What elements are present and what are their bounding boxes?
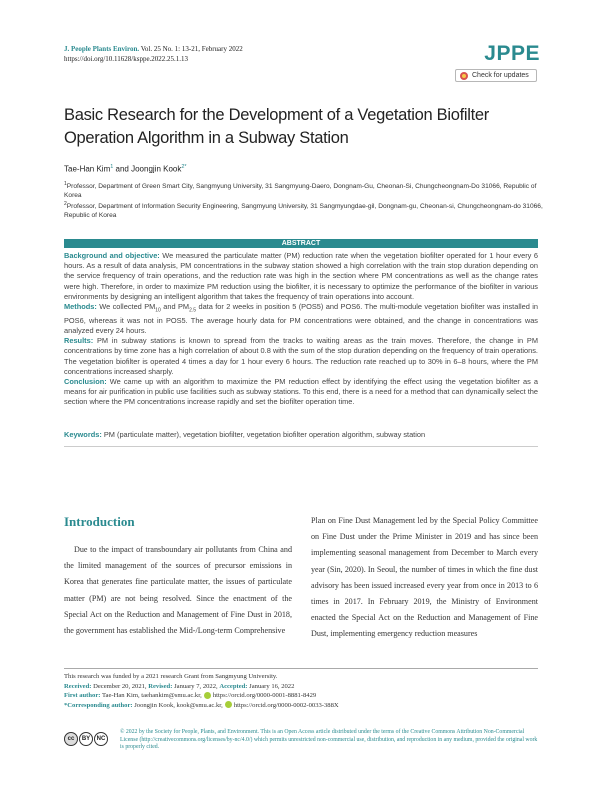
- affiliation-2: [64, 200, 544, 220]
- methods-label: Methods:: [64, 302, 97, 312]
- journal-info: [64, 44, 243, 64]
- cc-by-icon: BY: [79, 732, 93, 746]
- license-text: © 2022 by the Society for People, Plants, and Environment. This is an Open Access article distributed under the terms of the Creative Commons Attribution Non-Commercial License (http://creativecommons.org/licenses/by-nc/4.0/) which permits unrestricted non-commercial use, distribution, and reproduction in any medium, provided the original work is properly cited.: [120, 729, 538, 751]
- affiliation-1-sup: 1: [64, 181, 67, 187]
- funding-note: This research was funded by a 2021 research Grant from Sangmyung University.: [64, 673, 278, 680]
- doi-link[interactable]: https://doi.org/10.11628/ksppe.2022.25.1.13: [64, 55, 189, 63]
- author-list: [64, 164, 187, 174]
- background-text: We measured the particulate matter (PM) reduction rate when the vegetation biofilter operated for 1 hour every 6 hours. As a result of data analysis, PM concentrations in the subway station showed a high correlation with the train stop duration depending on the service frequency of train operations, and the reduction rate was high in the section where PM concentrations as well as the change rates were high. Therefore, in order to maximize PM reduction using the biofilter, it is necessary to optimize the performance of the biofilter in various environments by designing an intelligent algorithm that takes the frequency of train operations into account.: [64, 251, 538, 301]
- check-updates-label: Check for updates: [472, 72, 529, 79]
- keywords-text: PM (particulate matter), vegetation biofilter, vegetation biofilter operation algorithm, subway station: [101, 430, 426, 439]
- abstract-results: [64, 336, 538, 377]
- affiliations: [64, 180, 544, 220]
- first-author-note: [64, 691, 544, 701]
- intro-left-column: Due to the impact of transboundary air pollutants from China and the limited management of the sources of precursor emissions in Korea that generates fine particulate matter, the issues of particulate matter (PM) are not being resolved. Since the enactment of the Special Act on the Reduction and Management of Fine Dust in 2018, the government has established the Mid-/Long-term Comprehensive: [64, 545, 292, 636]
- orcid-icon: [204, 692, 211, 699]
- keywords-label: Keywords:: [64, 430, 102, 439]
- affiliation-1-text: Professor, Department of Green Smart City, Sangmyung University, 31 Sangmyung-Daero, Dongnam-Gu, Cheonan-Si, Chungcheongnam-Do 31066, Republic of Korea: [64, 183, 537, 200]
- footnote-divider: [64, 668, 538, 669]
- author-2: Joongjin Kook: [131, 164, 182, 174]
- revised-date: January 7, 2022,: [172, 682, 220, 690]
- check-for-updates-button[interactable]: [455, 69, 537, 82]
- conclusion-text: We came up with an algorithm to maximize the PM reduction effect by identifying the effect using the vegetation biofilter as a means for air purification in public use facilities such as subway stations. To this end, there is a need for a method that can dynamically select the section where the PM concentrations increase rapidly and set the biofilter operation time.: [64, 376, 538, 407]
- journal-volume: Vol. 25 No. 1: 13-21, February 2022: [140, 45, 243, 53]
- journal-logo: JPPE: [484, 42, 540, 65]
- conclusion-label: Conclusion:: [64, 376, 107, 386]
- cc-nc-icon: NC: [94, 732, 108, 746]
- abstract-methods: [64, 302, 538, 336]
- journal-name: J. People Plants Environ.: [64, 45, 140, 53]
- abstract-header: ABSTRACT: [64, 239, 538, 248]
- corresponding-author-note: [64, 701, 544, 711]
- author-and: and: [113, 164, 132, 174]
- author-1: Tae-Han Kim: [64, 164, 111, 174]
- footnotes: [64, 672, 544, 710]
- affiliation-1: [64, 180, 544, 200]
- methods-sub-2: 2.5: [189, 307, 197, 314]
- abstract-body: [64, 251, 538, 408]
- cc-icon: cc: [64, 732, 78, 746]
- dates-note: [64, 682, 544, 692]
- abstract-background: [64, 251, 538, 302]
- accepted-date: January 16, 2022: [247, 682, 295, 690]
- affiliation-2-sup: 2: [64, 201, 67, 208]
- affiliation-2-text: Professor, Department of Information Security Engineering, Sangmyung University, 31 Sangmyungdae-gil, Dongnam-gu, Cheonan-si, Chungcheongnam-do 31066, Republic of Korea: [64, 203, 543, 220]
- background-label: Background and objective:: [64, 251, 160, 260]
- cc-license-badge: [64, 732, 116, 748]
- methods-sub-1: 10: [155, 307, 161, 314]
- crossmark-icon: [460, 72, 468, 80]
- revised-label: Revised:: [148, 682, 173, 690]
- methods-text-b: and PM: [160, 302, 190, 312]
- accepted-label: Accepted:: [219, 682, 248, 690]
- methods-text-c: data for 2 weeks in position 5 (POS5) and POS6. The multi-module vegetation biofilter was installed in POS6, whereas it was not in POS5. The average hourly data for PM concentrations were obtained, and the change in concentrations was analyzed every 24 hours.: [64, 302, 538, 335]
- divider: [64, 446, 538, 447]
- keywords: [64, 430, 538, 439]
- results-text: PM in subway stations is known to spread from the tracks to waiting areas as the train moves. Therefore, the change in PM concentrations by time zone has a high correlation of about 0.8 with the sum of the stop duration depending on the frequency of train operations. The vegetation biofilter is operated 4 times a day for 1 hour every 6 hours. The reduction rate reached up to 30% in 6–8 hours, where the PM concentrations increased sharply.: [64, 336, 538, 376]
- abstract-conclusion: [64, 377, 538, 408]
- orcid-icon: [225, 701, 232, 708]
- first-author-orcid-link[interactable]: https://orcid.org/0000-0001-8881-8429: [212, 692, 317, 699]
- received-date: December 20, 2021,: [91, 682, 149, 690]
- methods-text-a: We collected PM: [96, 302, 156, 312]
- first-author-text: Tae-Han Kim, taehankim@smu.ac.kr,: [100, 692, 202, 699]
- author-1-sup: 1: [110, 164, 114, 170]
- corresponding-author-label: *Corresponding author:: [64, 701, 133, 709]
- received-label: Received:: [64, 682, 92, 690]
- author-2-sup: 2*: [181, 164, 187, 170]
- first-author-label: First author:: [64, 692, 101, 699]
- section-heading-introduction: Introduction: [64, 514, 135, 529]
- results-label: Results:: [64, 336, 94, 346]
- article-title: Basic Research for the Development of a Vegetation Biofilter Operation Algorithm in a Subway Station: [64, 106, 489, 147]
- intro-right-column: Plan on Fine Dust Management led by the Special Policy Committee on Fine Dust under the Prime Minister in 2019 and has since been implementing seasonal management from December to March every year (Sin, 2020). In Seoul, the number of times in which the fine dust advisory has been issued increased every year from once in 2013 to 6 times in 2017. In February 2019, the Ministry of Environment enacted the Special Act on the Reduction and Management of Fine Dust, implementing emergency reduction measures: [311, 516, 538, 639]
- corresponding-author-text: Joongjin Kook, kook@smu.ac.kr,: [132, 701, 223, 709]
- corresponding-author-orcid-link[interactable]: https://orcid.org/0000-0002-0033-388X: [233, 701, 339, 709]
